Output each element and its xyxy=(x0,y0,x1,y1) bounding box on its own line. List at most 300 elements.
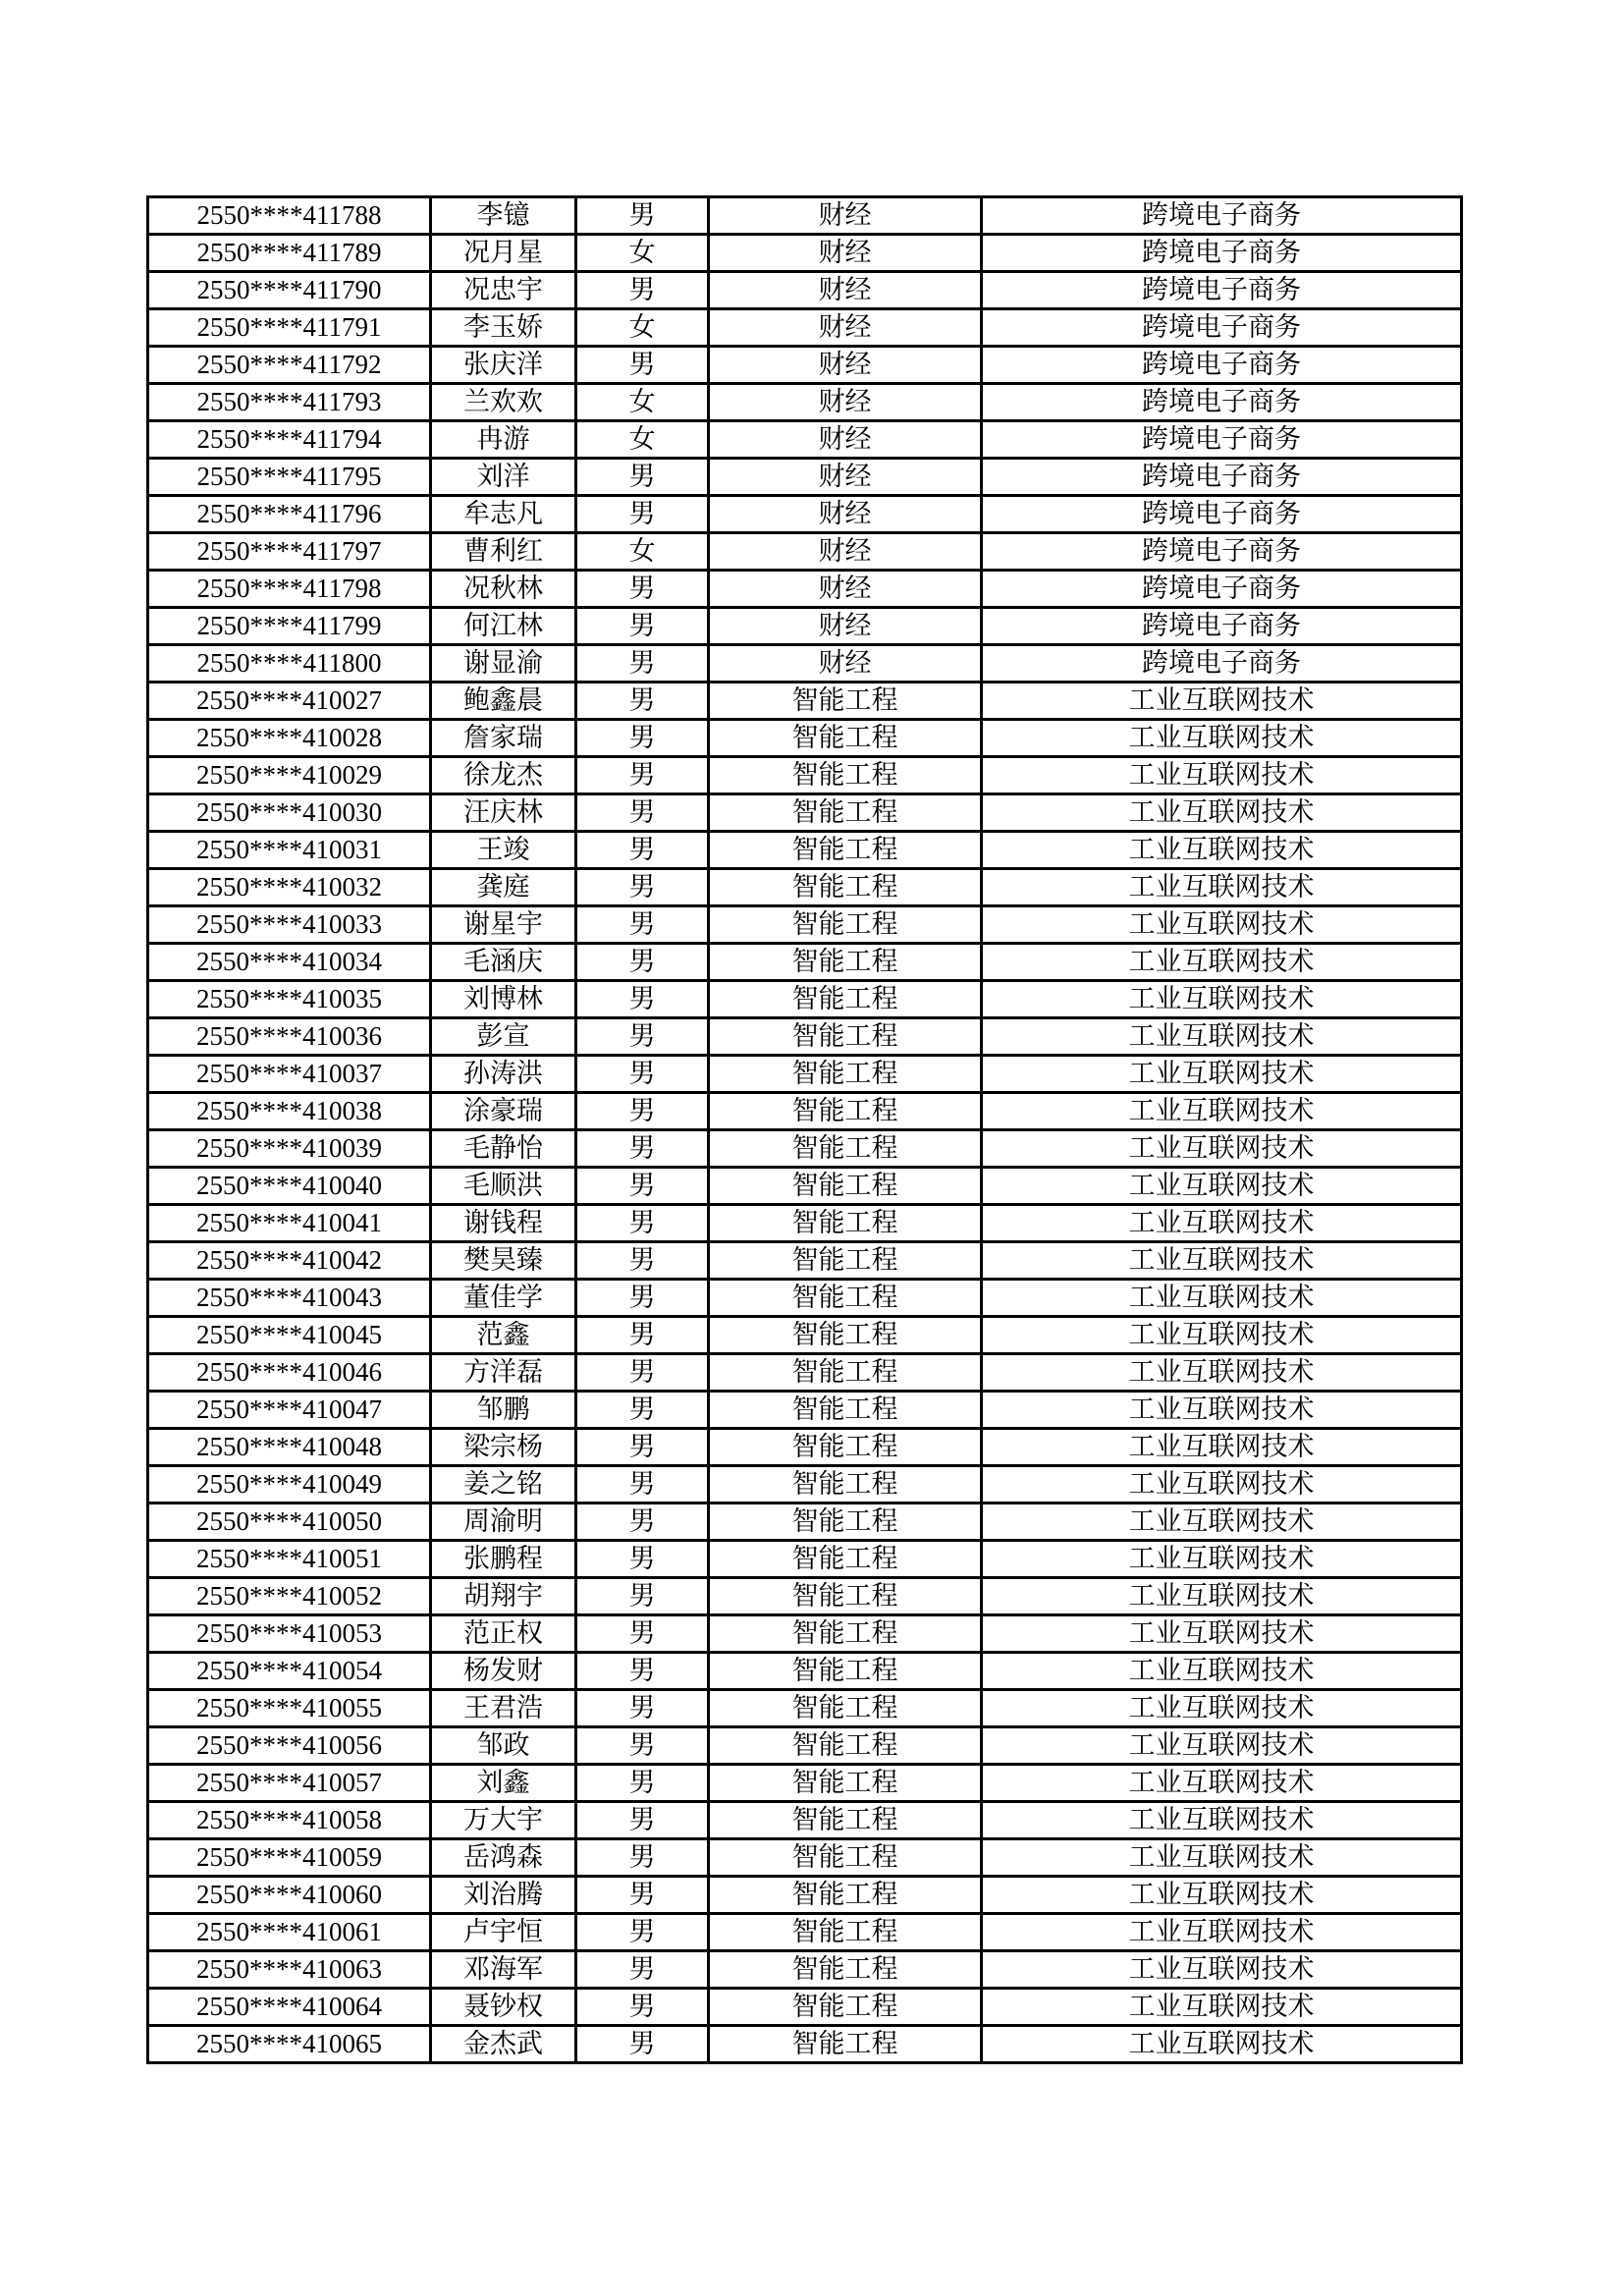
table-row xyxy=(148,421,1462,459)
student-name-cell: 邹政 xyxy=(431,1727,576,1765)
student-id-cell: 2550****411800 xyxy=(148,645,431,683)
department-cell: 智能工程 xyxy=(709,1018,982,1056)
department-cell: 智能工程 xyxy=(709,720,982,757)
table-row xyxy=(148,1802,1462,1839)
student-id-cell: 2550****410032 xyxy=(148,869,431,906)
department-cell: 财经 xyxy=(709,347,982,384)
department-cell: 智能工程 xyxy=(709,1093,982,1130)
student-name-cell: 聂钞权 xyxy=(431,1989,576,2026)
major-cell: 工业互联网技术 xyxy=(982,1018,1462,1056)
table-row xyxy=(148,794,1462,832)
table-row xyxy=(148,981,1462,1018)
department-cell: 智能工程 xyxy=(709,1615,982,1653)
gender-cell: 男 xyxy=(576,1392,709,1429)
department-cell: 智能工程 xyxy=(709,1839,982,1877)
department-cell: 财经 xyxy=(709,608,982,645)
student-id-cell: 2550****411795 xyxy=(148,459,431,496)
student-id-cell: 2550****410047 xyxy=(148,1392,431,1429)
gender-cell: 女 xyxy=(576,309,709,347)
table-row xyxy=(148,1056,1462,1093)
department-cell: 智能工程 xyxy=(709,1727,982,1765)
gender-cell: 男 xyxy=(576,1615,709,1653)
table-row xyxy=(148,1615,1462,1653)
student-name-cell: 兰欢欢 xyxy=(431,384,576,421)
department-cell: 智能工程 xyxy=(709,1466,982,1503)
table-row xyxy=(148,608,1462,645)
gender-cell: 男 xyxy=(576,1205,709,1242)
student-name-cell: 谢星宇 xyxy=(431,906,576,944)
student-id-cell: 2550****410055 xyxy=(148,1690,431,1727)
student-name-cell: 涂豪瑞 xyxy=(431,1093,576,1130)
department-cell: 财经 xyxy=(709,384,982,421)
student-name-cell: 况月星 xyxy=(431,235,576,272)
department-cell: 财经 xyxy=(709,421,982,459)
student-id-cell: 2550****410058 xyxy=(148,1802,431,1839)
major-cell: 工业互联网技术 xyxy=(982,794,1462,832)
gender-cell: 男 xyxy=(576,757,709,794)
table-row xyxy=(148,1727,1462,1765)
table-row xyxy=(148,2026,1462,2063)
table-row xyxy=(148,1951,1462,1989)
department-cell: 智能工程 xyxy=(709,1168,982,1205)
gender-cell: 男 xyxy=(576,683,709,720)
gender-cell: 男 xyxy=(576,1018,709,1056)
student-name-cell: 张庆洋 xyxy=(431,347,576,384)
student-id-cell: 2550****410030 xyxy=(148,794,431,832)
major-cell: 工业互联网技术 xyxy=(982,1877,1462,1914)
department-cell: 财经 xyxy=(709,645,982,683)
major-cell: 工业互联网技术 xyxy=(982,1466,1462,1503)
student-id-cell: 2550****410046 xyxy=(148,1354,431,1392)
table-row xyxy=(148,384,1462,421)
student-id-cell: 2550****410052 xyxy=(148,1578,431,1615)
student-name-cell: 孙涛洪 xyxy=(431,1056,576,1093)
gender-cell: 男 xyxy=(576,459,709,496)
major-cell: 工业互联网技术 xyxy=(982,1130,1462,1168)
major-cell: 跨境电子商务 xyxy=(982,459,1462,496)
student-id-cell: 2550****410043 xyxy=(148,1280,431,1317)
table-row xyxy=(148,197,1462,235)
gender-cell: 男 xyxy=(576,1989,709,2026)
department-cell: 智能工程 xyxy=(709,1280,982,1317)
department-cell: 智能工程 xyxy=(709,1056,982,1093)
major-cell: 工业互联网技术 xyxy=(982,1727,1462,1765)
table-row xyxy=(148,1018,1462,1056)
major-cell: 跨境电子商务 xyxy=(982,272,1462,309)
student-name-cell: 樊昊臻 xyxy=(431,1242,576,1280)
table-row xyxy=(148,1168,1462,1205)
student-name-cell: 况秋林 xyxy=(431,571,576,608)
student-name-cell: 冉游 xyxy=(431,421,576,459)
student-name-cell: 李镱 xyxy=(431,197,576,235)
student-id-cell: 2550****411792 xyxy=(148,347,431,384)
gender-cell: 男 xyxy=(576,1093,709,1130)
major-cell: 跨境电子商务 xyxy=(982,608,1462,645)
department-cell: 智能工程 xyxy=(709,1653,982,1690)
gender-cell: 男 xyxy=(576,1168,709,1205)
gender-cell: 男 xyxy=(576,1541,709,1578)
student-id-cell: 2550****410064 xyxy=(148,1989,431,2026)
student-id-cell: 2550****410041 xyxy=(148,1205,431,1242)
major-cell: 工业互联网技术 xyxy=(982,1205,1462,1242)
gender-cell: 男 xyxy=(576,608,709,645)
table-row xyxy=(148,869,1462,906)
major-cell: 跨境电子商务 xyxy=(982,645,1462,683)
student-id-cell: 2550****411796 xyxy=(148,496,431,533)
department-cell: 智能工程 xyxy=(709,1877,982,1914)
gender-cell: 男 xyxy=(576,869,709,906)
major-cell: 工业互联网技术 xyxy=(982,1056,1462,1093)
table-row xyxy=(148,1130,1462,1168)
department-cell: 财经 xyxy=(709,533,982,571)
student-name-cell: 范鑫 xyxy=(431,1317,576,1354)
student-name-cell: 胡翔宇 xyxy=(431,1578,576,1615)
major-cell: 工业互联网技术 xyxy=(982,832,1462,869)
student-name-cell: 方洋磊 xyxy=(431,1354,576,1392)
gender-cell: 男 xyxy=(576,1354,709,1392)
gender-cell: 男 xyxy=(576,272,709,309)
gender-cell: 男 xyxy=(576,1914,709,1951)
student-name-cell: 邹鹏 xyxy=(431,1392,576,1429)
student-id-cell: 2550****411793 xyxy=(148,384,431,421)
gender-cell: 男 xyxy=(576,1429,709,1466)
major-cell: 工业互联网技术 xyxy=(982,906,1462,944)
student-id-cell: 2550****410027 xyxy=(148,683,431,720)
table-row xyxy=(148,1541,1462,1578)
department-cell: 智能工程 xyxy=(709,1392,982,1429)
student-id-cell: 2550****410056 xyxy=(148,1727,431,1765)
gender-cell: 男 xyxy=(576,571,709,608)
department-cell: 智能工程 xyxy=(709,757,982,794)
gender-cell: 男 xyxy=(576,906,709,944)
major-cell: 工业互联网技术 xyxy=(982,1317,1462,1354)
gender-cell: 女 xyxy=(576,421,709,459)
student-id-cell: 2550****410049 xyxy=(148,1466,431,1503)
gender-cell: 男 xyxy=(576,1690,709,1727)
major-cell: 工业互联网技术 xyxy=(982,1690,1462,1727)
gender-cell: 男 xyxy=(576,794,709,832)
student-id-cell: 2550****410045 xyxy=(148,1317,431,1354)
department-cell: 财经 xyxy=(709,309,982,347)
student-name-cell: 牟志凡 xyxy=(431,496,576,533)
department-cell: 智能工程 xyxy=(709,1242,982,1280)
student-name-cell: 詹家瑞 xyxy=(431,720,576,757)
student-name-cell: 万大宇 xyxy=(431,1802,576,1839)
department-cell: 智能工程 xyxy=(709,1914,982,1951)
table-row xyxy=(148,1503,1462,1541)
student-name-cell: 王竣 xyxy=(431,832,576,869)
student-name-cell: 彭宣 xyxy=(431,1018,576,1056)
department-cell: 智能工程 xyxy=(709,869,982,906)
department-cell: 智能工程 xyxy=(709,981,982,1018)
student-id-cell: 2550****411789 xyxy=(148,235,431,272)
student-name-cell: 刘洋 xyxy=(431,459,576,496)
student-name-cell: 姜之铭 xyxy=(431,1466,576,1503)
table-row xyxy=(148,1205,1462,1242)
department-cell: 智能工程 xyxy=(709,1354,982,1392)
department-cell: 财经 xyxy=(709,272,982,309)
gender-cell: 男 xyxy=(576,197,709,235)
student-id-cell: 2550****410065 xyxy=(148,2026,431,2063)
student-id-cell: 2550****410054 xyxy=(148,1653,431,1690)
student-id-cell: 2550****410034 xyxy=(148,944,431,981)
table-row xyxy=(148,832,1462,869)
student-name-cell: 龚庭 xyxy=(431,869,576,906)
major-cell: 工业互联网技术 xyxy=(982,757,1462,794)
student-name-cell: 鲍鑫晨 xyxy=(431,683,576,720)
table-row xyxy=(148,906,1462,944)
table-row xyxy=(148,645,1462,683)
gender-cell: 男 xyxy=(576,1951,709,1989)
gender-cell: 男 xyxy=(576,1727,709,1765)
major-cell: 工业互联网技术 xyxy=(982,1503,1462,1541)
student-id-cell: 2550****411798 xyxy=(148,571,431,608)
table-row xyxy=(148,1280,1462,1317)
department-cell: 智能工程 xyxy=(709,1205,982,1242)
major-cell: 跨境电子商务 xyxy=(982,496,1462,533)
student-id-cell: 2550****411788 xyxy=(148,197,431,235)
gender-cell: 男 xyxy=(576,1466,709,1503)
gender-cell: 男 xyxy=(576,1317,709,1354)
student-id-cell: 2550****410028 xyxy=(148,720,431,757)
major-cell: 跨境电子商务 xyxy=(982,347,1462,384)
table-row xyxy=(148,235,1462,272)
gender-cell: 男 xyxy=(576,347,709,384)
department-cell: 智能工程 xyxy=(709,1130,982,1168)
student-name-cell: 范正权 xyxy=(431,1615,576,1653)
student-id-cell: 2550****410039 xyxy=(148,1130,431,1168)
student-name-cell: 刘博林 xyxy=(431,981,576,1018)
gender-cell: 男 xyxy=(576,645,709,683)
major-cell: 跨境电子商务 xyxy=(982,533,1462,571)
table-row xyxy=(148,1877,1462,1914)
table-row xyxy=(148,533,1462,571)
department-cell: 智能工程 xyxy=(709,683,982,720)
gender-cell: 男 xyxy=(576,1653,709,1690)
major-cell: 工业互联网技术 xyxy=(982,2026,1462,2063)
student-name-cell: 梁宗杨 xyxy=(431,1429,576,1466)
student-id-cell: 2550****410033 xyxy=(148,906,431,944)
student-name-cell: 况忠宇 xyxy=(431,272,576,309)
gender-cell: 男 xyxy=(576,1242,709,1280)
department-cell: 智能工程 xyxy=(709,1578,982,1615)
table-row xyxy=(148,1989,1462,2026)
student-name-cell: 毛顺洪 xyxy=(431,1168,576,1205)
table-row xyxy=(148,272,1462,309)
major-cell: 工业互联网技术 xyxy=(982,1429,1462,1466)
department-cell: 智能工程 xyxy=(709,1503,982,1541)
gender-cell: 男 xyxy=(576,496,709,533)
table-row xyxy=(148,1242,1462,1280)
student-name-cell: 汪庆林 xyxy=(431,794,576,832)
student-id-cell: 2550****410053 xyxy=(148,1615,431,1653)
major-cell: 工业互联网技术 xyxy=(982,1541,1462,1578)
student-name-cell: 卢宇恒 xyxy=(431,1914,576,1951)
major-cell: 工业互联网技术 xyxy=(982,1242,1462,1280)
department-cell: 智能工程 xyxy=(709,1951,982,1989)
student-id-cell: 2550****410040 xyxy=(148,1168,431,1205)
gender-cell: 男 xyxy=(576,1503,709,1541)
student-id-cell: 2550****410042 xyxy=(148,1242,431,1280)
gender-cell: 男 xyxy=(576,720,709,757)
student-name-cell: 周渝明 xyxy=(431,1503,576,1541)
student-name-cell: 徐龙杰 xyxy=(431,757,576,794)
student-name-cell: 毛涵庆 xyxy=(431,944,576,981)
major-cell: 工业互联网技术 xyxy=(982,1989,1462,2026)
table-row xyxy=(148,1653,1462,1690)
table-row xyxy=(148,1466,1462,1503)
major-cell: 工业互联网技术 xyxy=(982,1280,1462,1317)
student-id-cell: 2550****410057 xyxy=(148,1765,431,1802)
table-row xyxy=(148,1690,1462,1727)
table-row xyxy=(148,720,1462,757)
student-id-cell: 2550****411797 xyxy=(148,533,431,571)
table-row xyxy=(148,1317,1462,1354)
student-id-cell: 2550****410050 xyxy=(148,1503,431,1541)
major-cell: 工业互联网技术 xyxy=(982,1168,1462,1205)
major-cell: 工业互联网技术 xyxy=(982,1578,1462,1615)
table-row xyxy=(148,1839,1462,1877)
student-id-cell: 2550****410031 xyxy=(148,832,431,869)
major-cell: 工业互联网技术 xyxy=(982,1914,1462,1951)
gender-cell: 男 xyxy=(576,1130,709,1168)
major-cell: 工业互联网技术 xyxy=(982,944,1462,981)
department-cell: 智能工程 xyxy=(709,1989,982,2026)
major-cell: 工业互联网技术 xyxy=(982,981,1462,1018)
major-cell: 跨境电子商务 xyxy=(982,197,1462,235)
gender-cell: 男 xyxy=(576,1056,709,1093)
major-cell: 工业互联网技术 xyxy=(982,1839,1462,1877)
student-name-cell: 曹利红 xyxy=(431,533,576,571)
student-id-cell: 2550****411790 xyxy=(148,272,431,309)
student-id-cell: 2550****410060 xyxy=(148,1877,431,1914)
department-cell: 财经 xyxy=(709,235,982,272)
gender-cell: 男 xyxy=(576,1877,709,1914)
major-cell: 工业互联网技术 xyxy=(982,1615,1462,1653)
department-cell: 智能工程 xyxy=(709,944,982,981)
student-name-cell: 谢显渝 xyxy=(431,645,576,683)
student-name-cell: 何江林 xyxy=(431,608,576,645)
gender-cell: 女 xyxy=(576,384,709,421)
department-cell: 智能工程 xyxy=(709,1541,982,1578)
table-row xyxy=(148,1354,1462,1392)
table-row xyxy=(148,683,1462,720)
student-id-cell: 2550****410038 xyxy=(148,1093,431,1130)
gender-cell: 男 xyxy=(576,1280,709,1317)
student-id-cell: 2550****410029 xyxy=(148,757,431,794)
department-cell: 智能工程 xyxy=(709,1317,982,1354)
department-cell: 财经 xyxy=(709,496,982,533)
table-row xyxy=(148,347,1462,384)
student-name-cell: 谢钱程 xyxy=(431,1205,576,1242)
gender-cell: 男 xyxy=(576,832,709,869)
student-id-cell: 2550****410061 xyxy=(148,1914,431,1951)
table-row xyxy=(148,496,1462,533)
department-cell: 智能工程 xyxy=(709,906,982,944)
major-cell: 工业互联网技术 xyxy=(982,1653,1462,1690)
student-name-cell: 邓海军 xyxy=(431,1951,576,1989)
student-id-cell: 2550****410048 xyxy=(148,1429,431,1466)
student-name-cell: 刘治腾 xyxy=(431,1877,576,1914)
student-id-cell: 2550****410051 xyxy=(148,1541,431,1578)
gender-cell: 男 xyxy=(576,981,709,1018)
gender-cell: 男 xyxy=(576,944,709,981)
table-row xyxy=(148,1765,1462,1802)
major-cell: 工业互联网技术 xyxy=(982,683,1462,720)
department-cell: 智能工程 xyxy=(709,794,982,832)
department-cell: 智能工程 xyxy=(709,1802,982,1839)
major-cell: 工业互联网技术 xyxy=(982,1354,1462,1392)
department-cell: 智能工程 xyxy=(709,832,982,869)
major-cell: 跨境电子商务 xyxy=(982,235,1462,272)
table-row xyxy=(148,571,1462,608)
gender-cell: 男 xyxy=(576,1765,709,1802)
major-cell: 跨境电子商务 xyxy=(982,309,1462,347)
student-id-cell: 2550****410036 xyxy=(148,1018,431,1056)
major-cell: 工业互联网技术 xyxy=(982,1093,1462,1130)
gender-cell: 女 xyxy=(576,235,709,272)
roster-body xyxy=(148,197,1462,2063)
major-cell: 跨境电子商务 xyxy=(982,421,1462,459)
student-name-cell: 董佳学 xyxy=(431,1280,576,1317)
student-name-cell: 岳鸿森 xyxy=(431,1839,576,1877)
department-cell: 智能工程 xyxy=(709,1690,982,1727)
table-row xyxy=(148,944,1462,981)
student-name-cell: 王君浩 xyxy=(431,1690,576,1727)
student-id-cell: 2550****411799 xyxy=(148,608,431,645)
student-name-cell: 杨发财 xyxy=(431,1653,576,1690)
table-row xyxy=(148,459,1462,496)
gender-cell: 男 xyxy=(576,1839,709,1877)
table-row xyxy=(148,1093,1462,1130)
student-name-cell: 张鹏程 xyxy=(431,1541,576,1578)
student-name-cell: 毛静怡 xyxy=(431,1130,576,1168)
major-cell: 工业互联网技术 xyxy=(982,1802,1462,1839)
student-name-cell: 金杰武 xyxy=(431,2026,576,2063)
major-cell: 工业互联网技术 xyxy=(982,1951,1462,1989)
department-cell: 财经 xyxy=(709,197,982,235)
student-id-cell: 2550****410063 xyxy=(148,1951,431,1989)
department-cell: 财经 xyxy=(709,459,982,496)
major-cell: 跨境电子商务 xyxy=(982,384,1462,421)
student-id-cell: 2550****410059 xyxy=(148,1839,431,1877)
student-name-cell: 刘鑫 xyxy=(431,1765,576,1802)
student-id-cell: 2550****410037 xyxy=(148,1056,431,1093)
department-cell: 智能工程 xyxy=(709,1429,982,1466)
gender-cell: 男 xyxy=(576,2026,709,2063)
major-cell: 跨境电子商务 xyxy=(982,571,1462,608)
major-cell: 工业互联网技术 xyxy=(982,1765,1462,1802)
table-row xyxy=(148,1429,1462,1466)
table-row xyxy=(148,309,1462,347)
department-cell: 智能工程 xyxy=(709,2026,982,2063)
department-cell: 智能工程 xyxy=(709,1765,982,1802)
table-row xyxy=(148,1914,1462,1951)
table-row xyxy=(148,1392,1462,1429)
gender-cell: 男 xyxy=(576,1802,709,1839)
major-cell: 工业互联网技术 xyxy=(982,869,1462,906)
student-id-cell: 2550****411794 xyxy=(148,421,431,459)
gender-cell: 男 xyxy=(576,1578,709,1615)
department-cell: 财经 xyxy=(709,571,982,608)
student-id-cell: 2550****411791 xyxy=(148,309,431,347)
major-cell: 工业互联网技术 xyxy=(982,720,1462,757)
student-name-cell: 李玉娇 xyxy=(431,309,576,347)
student-roster-table xyxy=(146,195,1463,2064)
gender-cell: 女 xyxy=(576,533,709,571)
table-row xyxy=(148,1578,1462,1615)
student-id-cell: 2550****410035 xyxy=(148,981,431,1018)
